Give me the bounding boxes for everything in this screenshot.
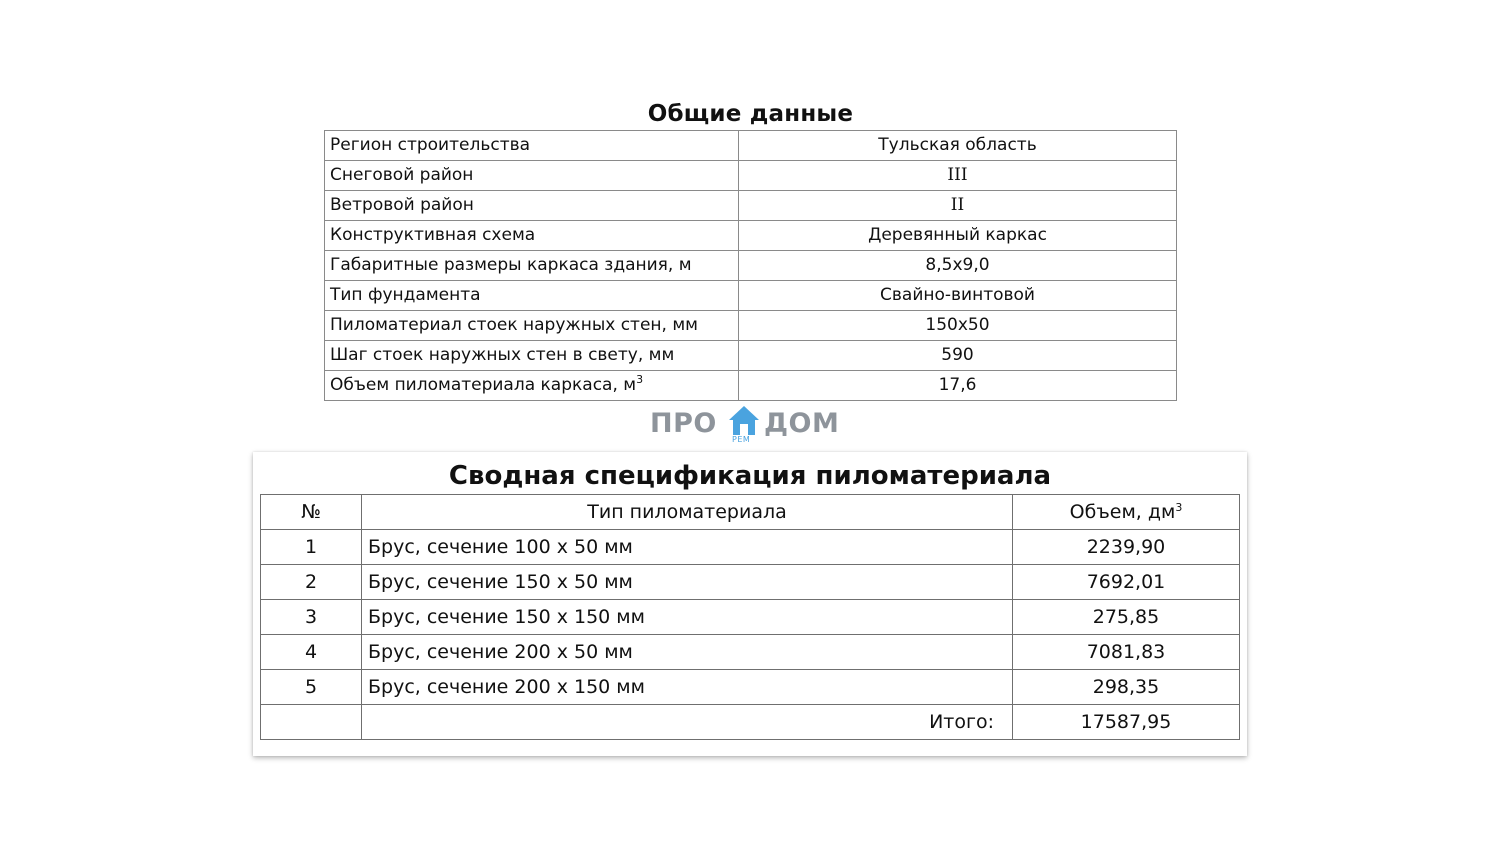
logo-text-rem: РЕМ: [732, 435, 751, 444]
param-value: 17,6: [739, 371, 1177, 401]
table-row: [325, 191, 1177, 221]
table-row: [261, 670, 1240, 705]
param-value: Деревянный каркас: [739, 221, 1177, 251]
spec-card: [253, 452, 1247, 756]
row-num: 5: [261, 670, 362, 705]
table-row: [261, 565, 1240, 600]
param-value: Тульская область: [739, 131, 1177, 161]
table-row: [325, 221, 1177, 251]
total-value: 17587,95: [1013, 705, 1240, 740]
param-value: Свайно-винтовой: [739, 281, 1177, 311]
row-type: Брус, сечение 200 х 150 мм: [362, 670, 1013, 705]
table-row: [325, 341, 1177, 371]
pro-dom-logo: [650, 404, 850, 448]
table-row: [325, 161, 1177, 191]
row-volume: 298,35: [1013, 670, 1240, 705]
row-volume: 275,85: [1013, 600, 1240, 635]
param-name: Ветровой район: [325, 191, 739, 221]
table-row: [325, 251, 1177, 281]
row-volume: 2239,90: [1013, 530, 1240, 565]
row-volume: 7081,83: [1013, 635, 1240, 670]
param-name: Регион строительства: [325, 131, 739, 161]
param-name: Конструктивная схема: [325, 221, 739, 251]
table-row: [325, 311, 1177, 341]
table-row: [325, 131, 1177, 161]
param-name: Пиломатериал стоек наружных стен, мм: [325, 311, 739, 341]
table-row: [261, 530, 1240, 565]
header-num: №: [261, 495, 362, 530]
row-num: 4: [261, 635, 362, 670]
param-name: Габаритные размеры каркаса здания, м: [325, 251, 739, 281]
total-label: Итого:: [362, 705, 1013, 740]
table-row: [261, 600, 1240, 635]
general-data-title: Общие данные: [647, 101, 854, 127]
row-volume: 7692,01: [1013, 565, 1240, 600]
unit-superscript: 3: [1175, 501, 1183, 514]
param-name: [325, 371, 739, 401]
table-row: [325, 371, 1177, 401]
row-type: Брус, сечение 150 х 50 мм: [362, 565, 1013, 600]
row-type: Брус, сечение 150 х 150 мм: [362, 600, 1013, 635]
total-row: [261, 705, 1240, 740]
param-value: II: [739, 191, 1177, 221]
param-name: Снеговой район: [325, 161, 739, 191]
header-volume-text: Объем, дм: [1069, 501, 1176, 523]
logo-text-pro: ПРО: [650, 408, 717, 439]
row-num: 2: [261, 565, 362, 600]
param-name-text: Объем пиломатериала каркаса, м: [330, 375, 637, 395]
header-type: Тип пиломатериала: [362, 495, 1013, 530]
row-type: Брус, сечение 100 х 50 мм: [362, 530, 1013, 565]
param-name: Тип фундамента: [325, 281, 739, 311]
table-row: [325, 281, 1177, 311]
general-data-table: [324, 130, 1177, 401]
house-icon: [728, 404, 760, 438]
spec-title: Сводная спецификация пиломатериала: [448, 461, 1052, 491]
param-value: 590: [739, 341, 1177, 371]
param-name: Шаг стоек наружных стен в свету, мм: [325, 341, 739, 371]
param-value: III: [739, 161, 1177, 191]
param-value: 150x50: [739, 311, 1177, 341]
param-value: 8,5x9,0: [739, 251, 1177, 281]
table-row: [261, 635, 1240, 670]
total-empty-cell: [261, 705, 362, 740]
row-num: 3: [261, 600, 362, 635]
row-type: Брус, сечение 200 х 50 мм: [362, 635, 1013, 670]
header-volume: [1013, 495, 1240, 530]
logo-text-dom: ДОМ: [764, 408, 840, 439]
row-num: 1: [261, 530, 362, 565]
table-header-row: [261, 495, 1240, 530]
unit-superscript: 3: [636, 373, 644, 386]
spec-table: [260, 494, 1240, 740]
